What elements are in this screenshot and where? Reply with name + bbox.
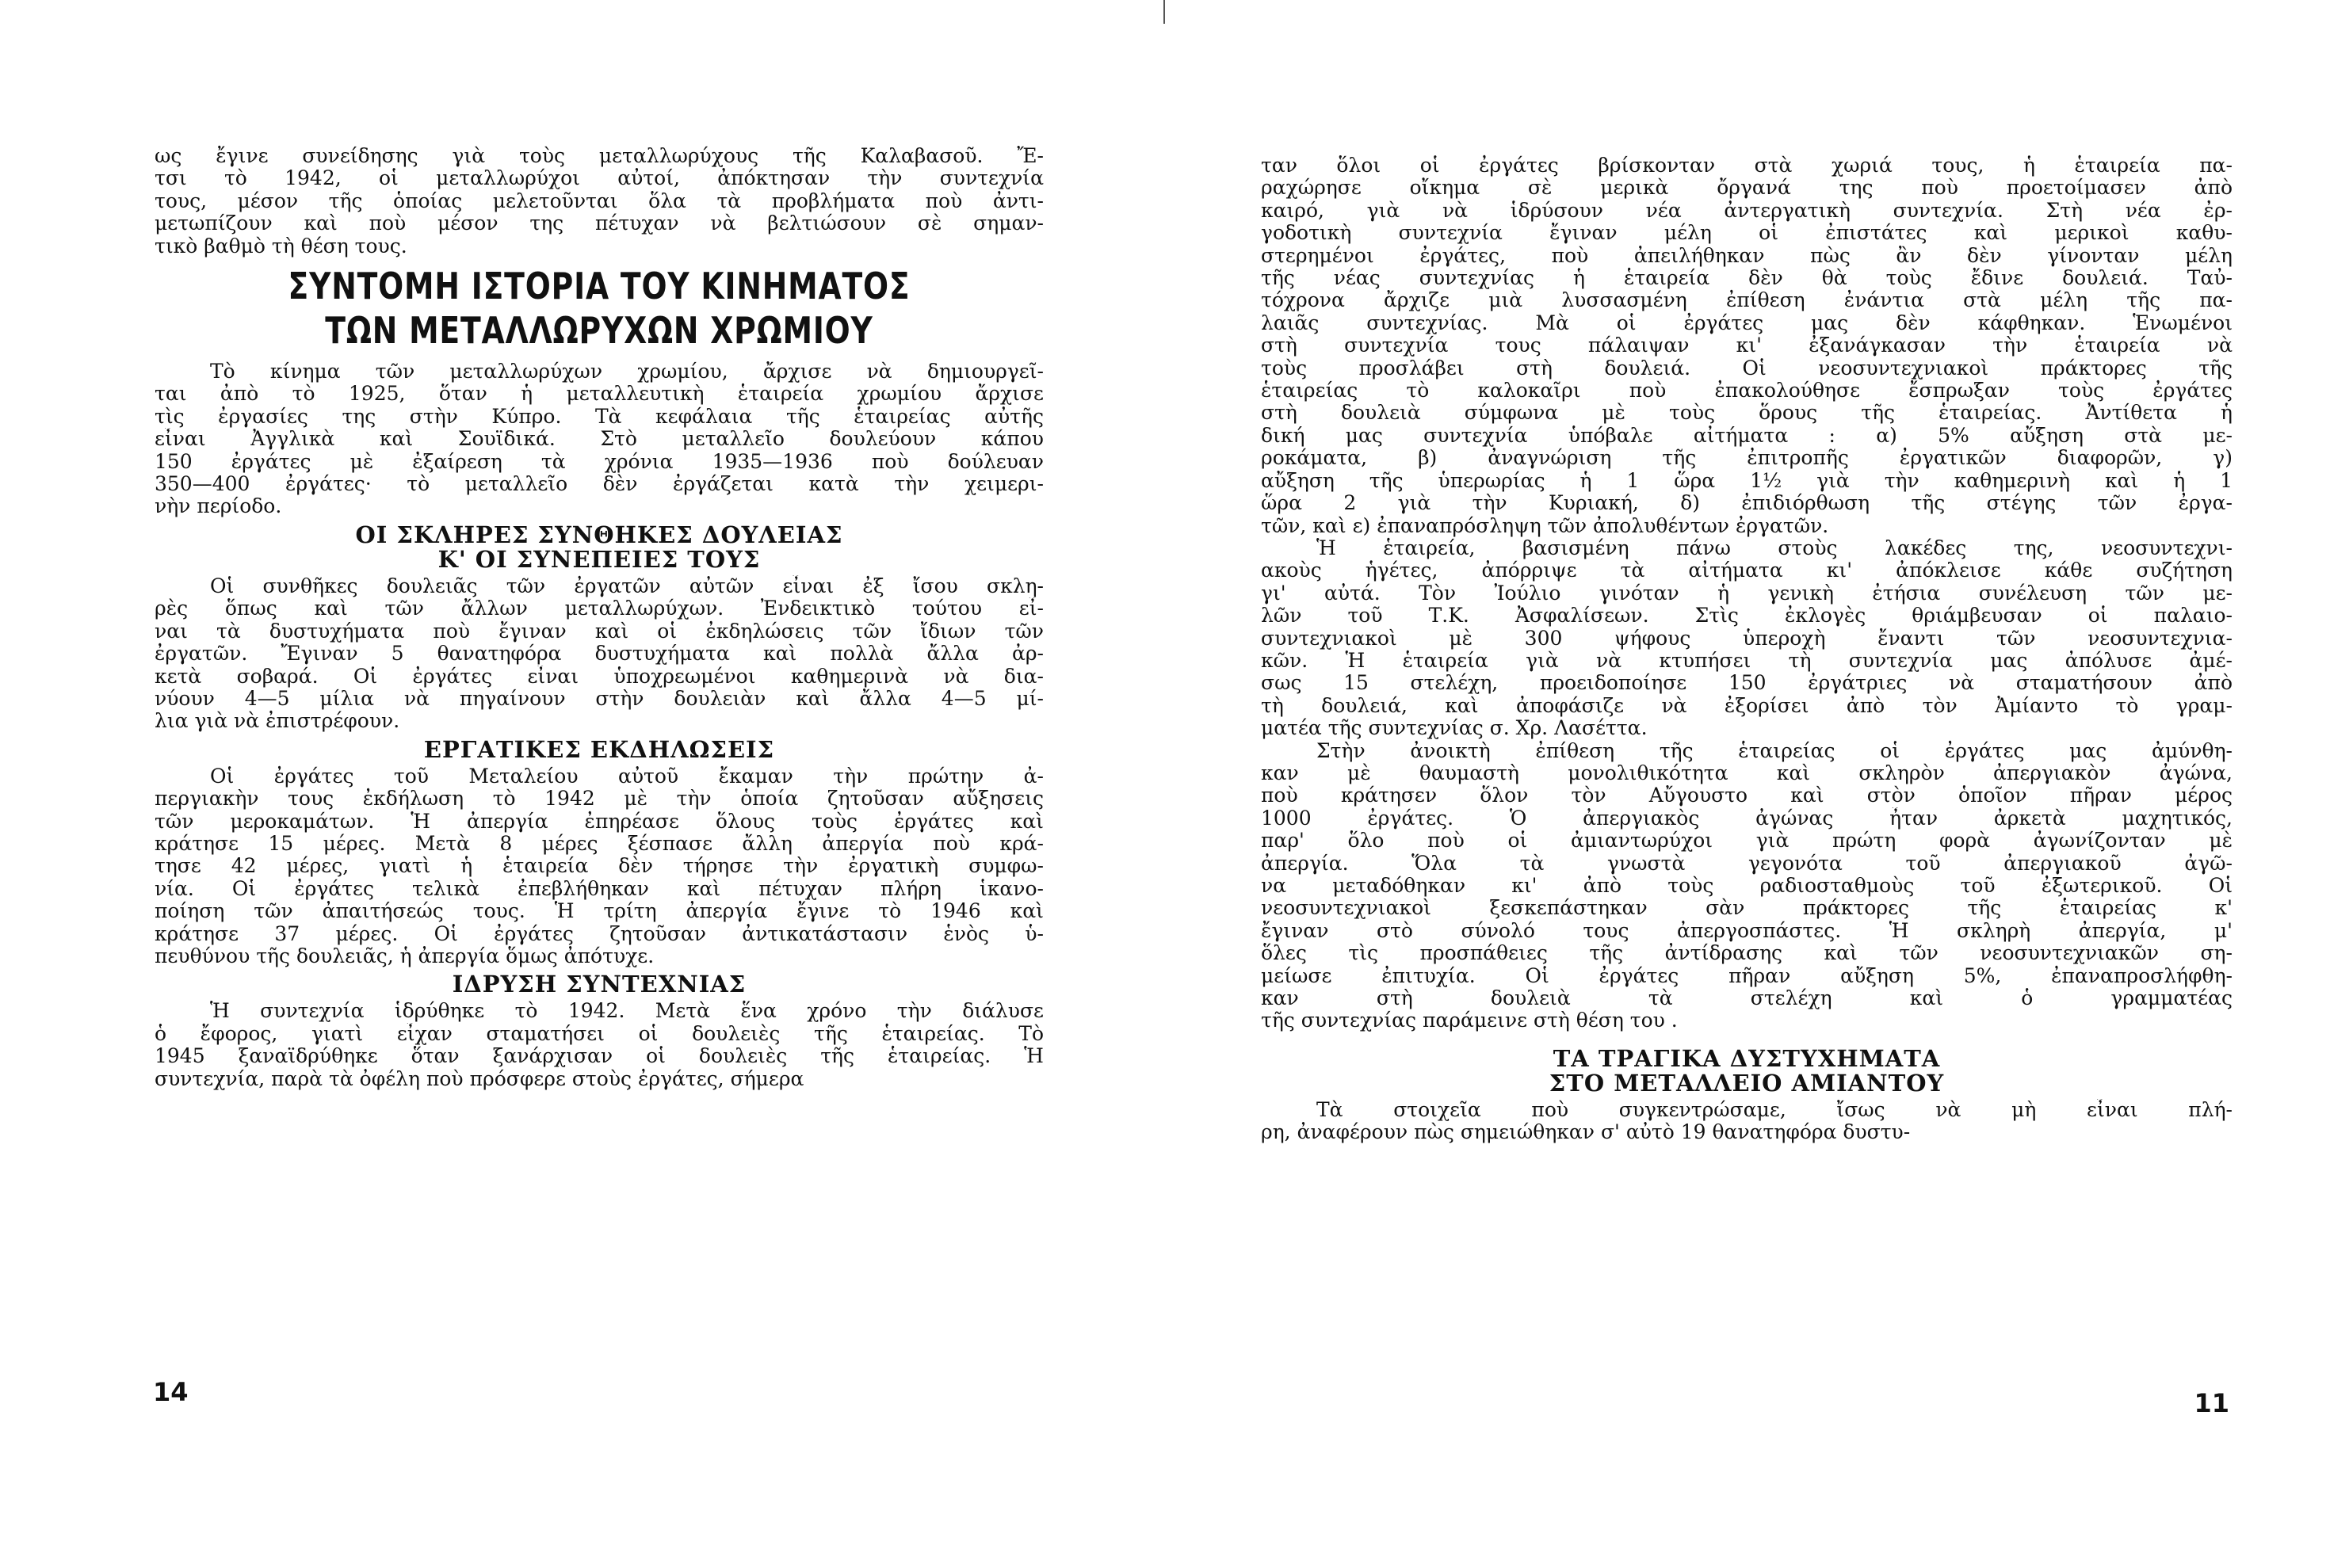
text-line: ματέα τῆς συντεχνίας σ. Χρ. Λασέττα. [1261, 717, 1648, 740]
text-line: ως ἔγινε συνείδησης γιὰ τοὺς μεταλλωρύχους τῆς Καλαβασοῦ. Ἔ- [155, 145, 1044, 167]
text-line: Ἡ συντεχνία ἱδρύθηκε τὸ 1942. Μετὰ ἕνα χρόνο τὴν διάλυσε [210, 1000, 1044, 1023]
text-line: λαιᾶς συντεχνίας. Μὰ οἱ ἐργάτες μας δὲν κάφθηκαν. Ἑνωμένοι [1261, 311, 2233, 334]
text-line: τους, μέσον τῆς ὁποίας μελετοῦνται ὅλα τὰ προβλήματα ποὺ ἀντι- [155, 189, 1044, 212]
text-line: στὴ συντεχνία τους πάλαιψαν κι' ἐξανάγκασαν τὴν ἑταιρεία νὰ [1261, 334, 2233, 357]
heading-tragic-accidents [1261, 1047, 2233, 1096]
text-line: κετὰ σοβαρά. Οἱ ἐργάτες εἶναι ὑποχρεωμένοι καθημερινὰ νὰ δια- [155, 665, 1044, 688]
text-line: σως 15 στελέχη, προειδοποίησε 150 ἐργάτριες νὰ σταματήσουν ἀπὸ [1261, 672, 2233, 695]
text-line: Οἱ συνθῆκες δουλειᾶς τῶν ἐργατῶν αὐτῶν εἶναι ἐξ ἴσου σκλη- [210, 574, 1044, 597]
text-line: κράτησε 15 μέρες. Μετὰ 8 μέρες ξέσπασε ἄλλη ἀπεργία ποὺ κρά- [155, 832, 1044, 855]
text-line: να μεταδόθηκαν κι' ἀπὸ τοὺς ραδιοσταθμοὺς τοῦ ἐξωτερικοῦ. Οἱ [1261, 875, 2233, 897]
text-line: ποίηση τῶν ἀπαιτήσεώς τους. Ἡ τρίτη ἀπεργία ἔγινε τὸ 1946 καὶ [155, 900, 1044, 923]
heading-union-founding [155, 972, 1044, 997]
text-line: 1000 ἐργάτες. Ὁ ἀπεργιακὸς ἀγώνας ἦταν ἀρκετὰ μαχητικός, [1261, 807, 2233, 830]
harsh-conditions-paragraph [155, 575, 1044, 733]
text-line: Στὴν ἀνοικτὴ ἐπίθεση τῆς ἑταιρείας οἱ ἐργάτες μας ἀμύνθη- [1316, 739, 2233, 762]
text-line: ἑταιρείας τὸ καλοκαῖρι ποὺ ἐπακολούθησε ἔσπρωξαν τοὺς ἐργάτες [1261, 380, 2233, 402]
left-page-number: 14 [153, 1377, 189, 1407]
text-line: 1945 ξαναϊδρύθηκε ὅταν ξανάρχισαν οἱ δουλειὲς τῆς ἑταιρείας. Ἡ [155, 1045, 1044, 1068]
text-line: πευθύνου τῆς δουλειᾶς, ἡ ἀπεργία ὅμως ἀπότυχε. [155, 944, 655, 967]
text-line: 350—400 ἐργάτες· τὸ μεταλλεῖο δὲν ἐργάζεται κατὰ τὴν χειμερι- [155, 473, 1044, 496]
text-line: νία. Οἱ ἐργάτες τελικὰ ἐπεβλήθηκαν καὶ πέτυχαν πλήρη ἱκανο- [155, 877, 1044, 900]
text-line: ΤΩΝ ΜΕΤΑΛΛΩΡΥΧΩΝ ΧΡΩΜΙΟΥ [325, 309, 873, 353]
text-line: Τὸ κίνημα τῶν μεταλλωρύχων χρωμίου, ἄρχισε νὰ δημιουργεῖ- [210, 361, 1044, 383]
text-line: αὔξηση τῆς ὑπερωρίας ἡ 1 ὥρα 1½ γιὰ τὴν καθημερινὴ καὶ ἡ 1 [1261, 469, 2233, 492]
text-line: ὁ ἔφορος, γιατὶ εἶχαν σταματήσει οἱ δουλειὲς τῆς ἑταιρείας. Τὸ [155, 1022, 1044, 1045]
text-line: ἐργατῶν. Ἔγιναν 5 θανατηφόρα δυστυχήματα καὶ πολλὰ ἄλλα ἀρ- [155, 643, 1044, 666]
text-line: νὴν περίοδο. [155, 495, 282, 518]
right-page-number: 11 [2194, 1388, 2229, 1418]
tragic-accidents-paragraph [1261, 1099, 2233, 1144]
text-line: τῆς νέας συντεχνίας ἡ ἑταιρεία δὲν θὰ τοὺς ἔδινε δουλειά. Ταὐ- [1261, 267, 2233, 290]
text-line: γι' αὐτά. Τὸν Ἰούλιο γινόταν ἡ γενικὴ ἐτήσια συνέλευση τῶν με- [1261, 582, 2233, 605]
text-line: ται ἀπὸ τὸ 1925, ὅταν ἡ μεταλλευτικὴ ἑταιρεία χρωμίου ἄρχισε [155, 383, 1044, 406]
text-line: Οἱ ἐργάτες τοῦ Μεταλείου αὐτοῦ ἔκαμαν τὴν πρώτην ἀ- [210, 765, 1044, 788]
text-line: τικὸ βαθμὸ τὴ θέση τους. [155, 235, 407, 258]
text-line: ΟΙ ΣΚΛΗΡΕΣ ΣΥΝΘΗΚΕΣ ΔΟΥΛΕΙΑΣ [355, 522, 843, 547]
text-line: ΕΡΓΑΤΙΚΕΣ ΕΚΔΗΛΩΣΕΙΣ [423, 737, 775, 762]
heading-labour-actions [155, 738, 1044, 762]
strike-paragraph [1261, 740, 2233, 1032]
text-line: γοδοτικὴ συντεχνία ἔγιναν μέλη οἱ ἐπιστάτες καὶ μερικοὶ καθυ- [1261, 222, 2233, 245]
text-line: παρ' ὅλο ποὺ οἱ ἀμιαντωρύχοι γιὰ πρώτη φορὰ ἀγωνίζονταν μὲ [1261, 830, 2233, 853]
text-line: ΣΥΝΤΟΜΗ ΙΣΤΟΡΙΑ ΤΟΥ ΚΙΝΗΜΑΤΟΣ [288, 265, 911, 308]
labour-actions-paragraph [155, 765, 1044, 968]
text-line: καν μὲ θαυμαστὴ μονολιθικότητα καὶ σκληρὸν ἀπεργιακὸν ἀγώνα, [1261, 761, 2233, 784]
text-line: νύουν 4—5 μίλια νὰ πηγαίνουν στὴν δουλειὰν καὶ ἄλλα 4—5 μί- [155, 687, 1044, 710]
text-line: ρη, ἀναφέρουν πὼς σημειώθηκαν σ' αὐτὸ 19 θανατηφόρα δυστυ- [1261, 1121, 1911, 1144]
text-line: καν στὴ δουλειὰ τὰ στελέχη καὶ ὁ γραμματέας [1261, 987, 2233, 1010]
main-heading-chromium-history [235, 264, 964, 353]
text-line: Κ' ΟΙ ΣΥΝΕΠΕΙΕΣ ΤΟΥΣ [437, 547, 761, 572]
text-line: ρὲς ὅπως καὶ τῶν ἄλλων μεταλλωρύχων. Ἐνδεικτικὸ τούτου εἶ- [155, 597, 1044, 620]
text-line: νεοσυντεχνιακοὶ ξεσκεπάστηκαν σὰν πράκτορες τῆς ἑταιρείας κ' [1261, 897, 2233, 920]
text-line: συντεχνία, παρὰ τὰ ὀφέλη ποὺ πρόσφερε στοὺς ἐργάτες, σήμερα [155, 1067, 804, 1090]
text-line: τοὺς προσλάβει στὴ δουλειά. Οἱ νεοσυντεχνιακοὶ πράκτορες τῆς [1261, 357, 2233, 380]
text-line: ΣΤΟ ΜΕΤΑΛΛΕΙΟ ΑΜΙΑΝΤΟΥ [1549, 1070, 1945, 1096]
heading-harsh-conditions [155, 523, 1044, 572]
text-line: ὥρα 2 γιὰ τὴν Κυριακή, δ) ἐπιδιόρθωση τῆς στέγης τῶν ἐργα- [1261, 492, 2233, 515]
text-line: ακοὺς ἡγέτες, ἀπόρριψε τὰ αἰτήματα κι' ἀπόκλεισε κάθε συζήτηση [1261, 559, 2233, 582]
text-line: τησε 42 μέρες, γιατὶ ἡ ἑταιρεία δὲν τήρησε τὴν ἐργατικὴ συμφω- [155, 855, 1044, 878]
text-line: μετωπίζουν καὶ ποὺ μέσον της πέτυχαν νὰ βελτιώσουν σὲ σημαν- [155, 212, 1044, 235]
text-line: λια γιὰ νὰ ἐπιστρέφουν. [155, 710, 400, 733]
text-line: κράτησε 37 μέρες. Οἱ ἐργάτες ζητοῦσαν ἀντικατάστασιν ἑνὸς ὑ- [155, 922, 1044, 945]
text-line: τῆς συντεχνίας παράμεινε στὴ θέση του . [1261, 1009, 1678, 1032]
text-line: ραχώρησε οἴκημα σὲ μερικὰ ὄργανά της ποὺ προετοίμασεν ἀπὸ [1261, 177, 2233, 200]
text-line: τῶν, καὶ ε) ἐπαναπρόσληψη τῶν ἀπολυθέντων ἐργατῶν. [1261, 514, 1829, 537]
text-line: καιρό, γιὰ νὰ ἱδρύσουν νέα ἀντεργατικὴ συντεχνία. Στὴ νέα ἐρ- [1261, 199, 2233, 222]
text-line: ναι τὰ δυστυχήματα ποὺ ἔγιναν καὶ οἱ ἐκδηλώσεις τῶν ἴδιων τῶν [155, 620, 1044, 643]
text-line: στερημένοι ἐργάτες, ποὺ ἀπειλήθηκαν πὼς ἂν δὲν γίνονταν μέλη [1261, 244, 2233, 267]
text-line: ΤΑ ΤΡΑΓΙΚΑ ΔΥΣΤΥΧΗΜΑΤΑ [1553, 1046, 1941, 1071]
text-line: μείωσε ἐπιτυχία. Οἱ ἐργάτες πῆραν αὔξηση 5%, ἐπαναπροσλήφθη- [1261, 964, 2233, 987]
text-line: ταν ὅλοι οἱ ἐργάτες βρίσκονταν στὰ χωριά τους, ἡ ἑταιρεία πα- [1261, 155, 2233, 177]
company-union-paragraph [1261, 155, 2233, 537]
right-page-text-column [1261, 155, 2233, 1144]
text-line: ποὺ κράτησεν ὅλον τὸν Αὔγουστο καὶ στὸν ὁποῖον πῆραν μέρος [1261, 784, 2233, 807]
text-line: δική μας συντεχνία ὑπόβαλε αἰτήματα : α) 5% αὔξηση στὰ με- [1261, 424, 2233, 447]
text-line: συντεχνιακοὶ μὲ 300 ψήφους ὑπεροχὴ ἔναντι τῶν νεοσυντεχνια- [1261, 627, 2233, 650]
text-line: ὅλες τὶς προσπάθειες τῆς ἀντίδρασης καὶ τῶν νεοσυντεχνιακῶν ση- [1261, 942, 2233, 965]
union-founding-paragraph [155, 1000, 1044, 1090]
text-line: εἶναι Ἀγγλικὰ καὶ Σουϊδικά. Στὸ μεταλλεῖο δουλεύουν κάπου [155, 428, 1044, 451]
text-line: λῶν τοῦ Τ.Κ. Ἀσφαλίσεων. Στὶς ἐκλογὲς θριάμβευσαν οἱ παλαιο- [1261, 605, 2233, 628]
company-reaction-paragraph [1261, 537, 2233, 740]
text-line: ΙΔΡΥΣΗ ΣΥΝΤΕΧΝΙΑΣ [452, 972, 747, 998]
text-line: κῶν. Ἡ ἑταιρεία γιὰ νὰ κτυπήσει τὴ συντεχνία μας ἀπόλυσε ἀμέ- [1261, 649, 2233, 672]
text-line: τὴ δουλειά, καὶ ἀποφάσιζε νὰ ἐξορίσει ἀπὸ τὸν Ἀμίαντο τὸ γραμ- [1261, 694, 2233, 717]
text-line: στὴ δουλειὰ σύμφωνα μὲ τοὺς ὅρους τῆς ἑταιρείας. Ἀντίθετα ἡ [1261, 402, 2233, 425]
left-intro-paragraph [155, 145, 1044, 258]
text-line: τόχρονα ἄρχιζε μιὰ λυσσασμένη ἐπίθεση ἐνάντια στὰ μέλη τῆς πα- [1261, 289, 2233, 312]
text-line: Τὰ στοιχεῖα ποὺ συγκεντρώσαμε, ἴσως νὰ μὴ εἶναι πλή- [1316, 1098, 2233, 1121]
right-page [1165, 0, 2330, 1568]
text-line: τὶς ἐργασίες της στὴν Κύπρο. Τὰ κεφάλαια τῆς ἑταιρείας αὐτῆς [155, 405, 1044, 428]
text-line: ροκάματα, β) ἀναγνώριση τῆς ἐπιτροπῆς ἐργατικῶν διαφορῶν, γ) [1261, 447, 2233, 470]
text-line: Ἡ ἑταιρεία, βασισμένη πάνω στοὺς λακέδες της, νεοσυντεχνι- [1316, 536, 2233, 559]
text-line: τσι τὸ 1942, οἱ μεταλλωρύχοι αὐτοί, ἀπόκτησαν τὴν συντεχνία [155, 167, 1044, 190]
text-line: ἔγιναν στὸ σύνολό τους ἀπεργοσπάστες. Ἡ σκληρὴ ἀπεργία, μ' [1261, 919, 2233, 942]
text-line: περγιακὴν τους ἐκδήλωση τὸ 1942 μὲ τὴν ὁποία ζητοῦσαν αὔξησεις [155, 788, 1044, 811]
text-line: τῶν μεροκαμάτων. Ἡ ἀπεργία ἐπηρέασε ὅλους τοὺς ἐργάτες καὶ [155, 810, 1044, 833]
chromium-movement-paragraph [155, 361, 1044, 518]
text-line: ἀπεργία. Ὅλα τὰ γνωστὰ γεγονότα τοῦ ἀπεργιακοῦ ἀγῶ- [1261, 852, 2233, 875]
text-line: 150 ἐργάτες μὲ ἐξαίρεση τὰ χρόνια 1935—1936 ποὺ δούλευαν [155, 450, 1044, 473]
left-page-text-column [155, 145, 1044, 1090]
